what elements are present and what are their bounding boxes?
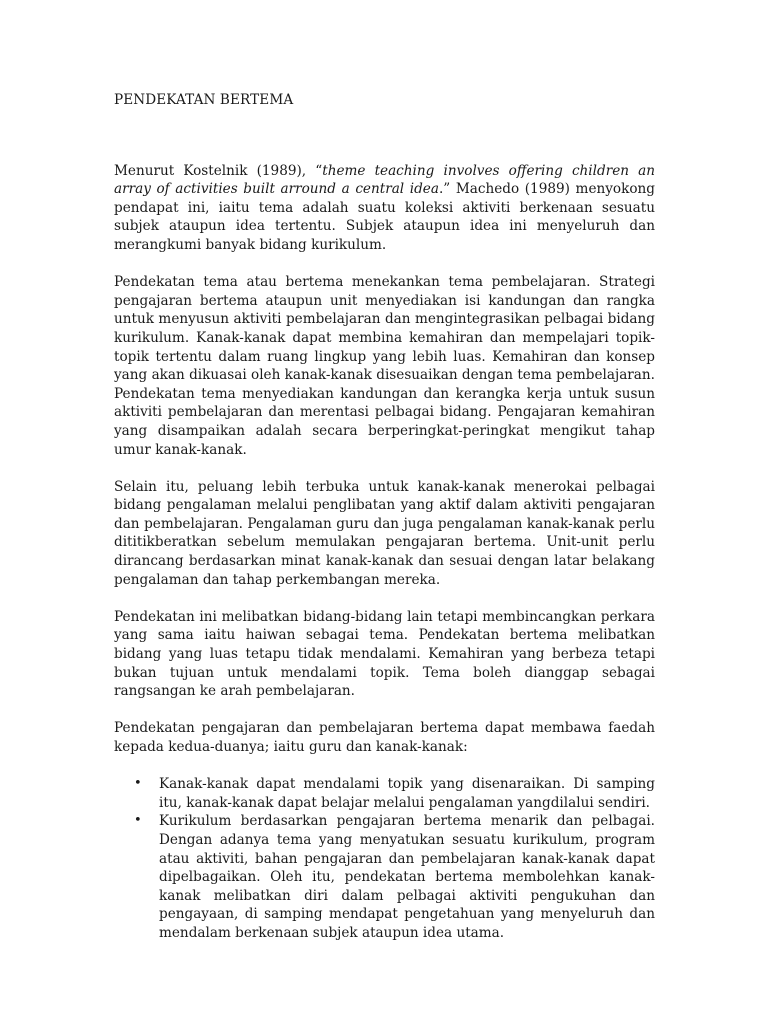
document-page — [114, 91, 655, 943]
list-item — [114, 775, 655, 812]
paragraph-1-intro: Menurut Kostelnik (1989), “ — [114, 162, 323, 179]
paragraph-4: Pendekatan ini melibatkan bidang-bidang lain tetapi membincangkan perkara yang sama iaitu haiwan sebagai tema. Pendekatan bertema melibatkan bidang yang luas tetapu tidak mendalami. Kemahiran yang berbeza tetapi bukan tujuan untuk mendalami topik. Tema boleh dianggap sebagai rangsangan ke arah pembelajaran. — [114, 608, 655, 700]
benefits-list — [114, 775, 655, 942]
document-title: PENDEKATAN BERTEMA — [114, 92, 294, 108]
bullet-icon: • — [134, 813, 142, 829]
bullet-icon: • — [134, 776, 142, 792]
paragraph-3: Selain itu, peluang lebih terbuka untuk kanak-kanak menerokai pelbagai bidang pengalaman melalui penglibatan yang aktif dalam aktiviti pengajaran dan pembelajaran. Pengalaman guru dan juga pengalaman kanak-kanak perlu dititikberatkan sebelum memulakan pengajaran bertema. Unit-unit perlu dirancang berdasarkan minat kanak-kanak dan sesuai dengan latar belakang pengalaman dan tahap perkembangan mereka. — [114, 478, 655, 588]
list-item-text: Kanak-kanak dapat mendalami topik yang disenaraikan. Di samping itu, kanak-kanak dapat belajar melalui pengalaman yangdilalui sendiri. — [159, 776, 655, 811]
list-item-text: Kurikulum berdasarkan pengajaran bertema menarik dan pelbagai. Dengan adanya tema yang menyatukan sesuatu kurikulum, program atau aktiviti, bahan pengajaran dan pembelajaran kanak-kanak dapat dipelbagaikan. Oleh itu, pendekatan bertema membolehkan kanak-kanak melibatkan diri dalam pelbagai aktiviti pengukuhan dan pengayaan, di samping mendapat pengetahuan yang menyeluruh dan mendalam berkenaan subjek ataupun idea utama. — [159, 813, 655, 941]
paragraph-1-rest: .” Machedo (1989) menyokong pendapat ini, iaitu tema adalah suatu koleksi aktiviti berkenaan sesuatu subjek ataupun idea tertentu. Subjek ataupun idea ini menyeluruh dan merangkumi banyak bidang kurikulum. — [114, 181, 655, 253]
paragraph-1 — [114, 162, 655, 255]
list-item — [114, 812, 655, 942]
paragraph-1-quote: theme teaching involves offering children an array of activities built arround a central idea — [114, 162, 656, 198]
paragraph-2: Pendekatan tema atau bertema menekankan tema pembelajaran. Strategi pengajaran bertema ataupun unit menyediakan isi kandungan dan rangka untuk menyusun aktiviti pembelajaran dan mengintegrasikan pelbagai bidang kurikulum. Kanak-kanak dapat membina kemahiran dan mempelajari topik-topik tertentu dalam ruang lingkup yang lebih luas. Kemahiran dan konsep yang akan dikuasai oleh kanak-kanak disesuaikan dengan tema pembelajaran. Pendekatan tema menyediakan kandungan dan kerangka kerja untuk susun aktiviti pembelajaran dan merentasi pelbagai bidang. Pengajaran kemahiran yang disampaikan adalah secara berperingkat-peringkat mengikut tahap umur kanak-kanak. — [114, 274, 655, 458]
paragraph-5: Pendekatan pengajaran dan pembelajaran bertema dapat membawa faedah kepada kedua-duanya; iaitu guru dan kanak-kanak: — [114, 720, 655, 755]
